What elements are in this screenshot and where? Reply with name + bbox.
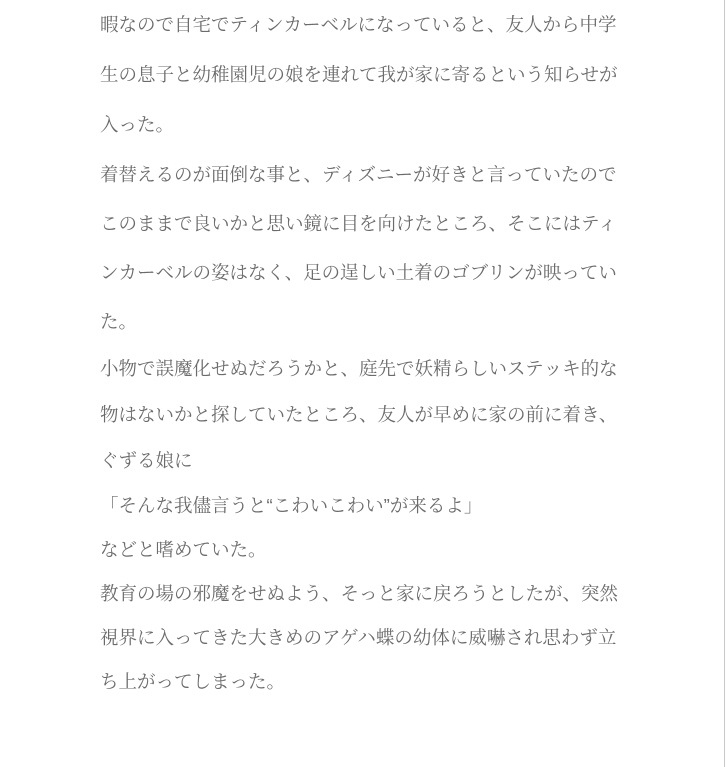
text-line: 物はないかと探していたところ、友人が早めに家の前に着き、 [100,404,618,425]
text-line: 生の息子と幼稚園児の娘を連れて我が家に寄るという知らせが [100,64,618,85]
text-line: 視界に入ってきた大きめのアゲハ蝶の幼体に威嚇され思わず立 [100,627,617,648]
paragraph [100,484,624,528]
text-line: 暇なので自宅でティンカーベルになっていると、友人から中学 [100,14,617,35]
text-line: 入った。 [100,114,175,135]
text-line: ち上がってしまった。 [100,671,286,692]
content-right-border [724,0,725,767]
text-line: などと嗜めていた。 [100,539,267,560]
text-line: ンカーベルの姿はなく、足の逞しい土着のゴブリンが映ってい [100,262,617,283]
paragraph [100,572,624,704]
paragraph [100,0,624,150]
paragraph [100,150,624,346]
text-line: このままで良いかと思い鏡に目を向けたところ、そこにはティ [100,213,617,234]
paragraph [100,346,624,484]
text-line: た。 [100,311,138,332]
text-line: 着替えるのが面倒な事と、ディズニーが好きと言っていたので [100,164,617,185]
text-line: ぐずる娘に [100,450,193,471]
article-body [100,0,624,704]
paragraph [100,528,624,572]
text-line: 小物で誤魔化せぬだろうかと、庭先で妖精らしいステッキ的な [100,358,618,379]
text-line: 教育の場の邪魔をせぬよう、そっと家に戻ろうとしたが、突然 [100,583,619,604]
text-line: 「そんな我儘言うと“こわいこわい”が来るよ」 [100,495,483,516]
